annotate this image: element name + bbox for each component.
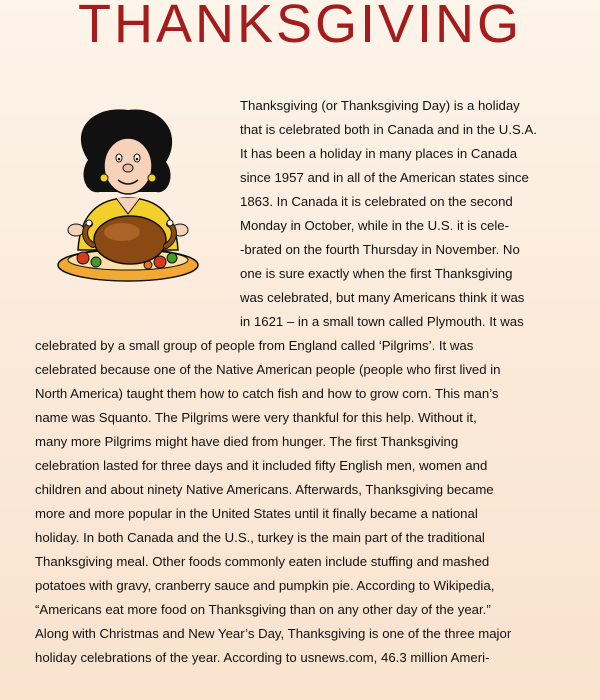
text-line: Along with Christmas and New Year’s Day, Thanksgiving is one of the three major: [35, 626, 512, 641]
text-line: holiday celebrations of the year. According to usnews.com, 46.3 million Ameri-: [35, 650, 490, 665]
text-line: Thanksgiving meal. Other foods commonly eaten include stuffing and mashed: [35, 554, 490, 569]
text-line: name was Squanto. The Pilgrims were very thankful for this help. Without it,: [35, 410, 477, 425]
text-line: celebrated by a small group of people from England called ‘Pilgrims’. It was: [35, 338, 474, 353]
text-line: celebration lasted for three days and it included fifty English men, women and: [35, 458, 488, 473]
text-line: It has been a holiday in many places in Canada: [240, 146, 518, 161]
text-line: potatoes with gravy, cranberry sauce and pumpkin pie. According to Wikipedia,: [35, 578, 495, 593]
page-title: THANKSGIVING: [77, 0, 523, 54]
woman-serving-turkey-icon: [48, 100, 208, 290]
text-line: “Americans eat more food on Thanksgiving than on any other day of the year.”: [35, 602, 491, 617]
text-line: more and more popular in the United States until it finally became a national: [35, 506, 478, 521]
text-line: Thanksgiving (or Thanksgiving Day) is a holiday: [240, 98, 520, 113]
text-line: 1863. In Canada it is celebrated on the second: [240, 194, 513, 209]
text-line: many more Pilgrims might have died from hunger. The first Thanksgiving: [35, 434, 459, 449]
text-line: was celebrated, but many Americans think it was: [240, 290, 525, 305]
text-line: one is sure exactly when the first Thanksgiving: [240, 266, 513, 281]
text-line: celebrated because one of the Native American people (people who first lived in: [35, 362, 501, 377]
text-line: Monday in October, while in the U.S. it is cele-: [240, 218, 509, 233]
text-line: in 1621 – in a small town called Plymouth. It was: [240, 314, 524, 329]
text-line: North America) taught them how to catch fish and how to grow corn. This man’s: [35, 386, 499, 401]
text-line: holiday. In both Canada and the U.S., turkey is the main part of the traditional: [35, 530, 485, 545]
text-line: -brated on the fourth Thursday in November. No: [240, 242, 520, 257]
text-line: children and about ninety Native Americans. Afterwards, Thanksgiving became: [35, 482, 494, 497]
text-line: that is celebrated both in Canada and in the U.S.A.: [240, 122, 537, 137]
text-line: since 1957 and in all of the American states since: [240, 170, 529, 185]
